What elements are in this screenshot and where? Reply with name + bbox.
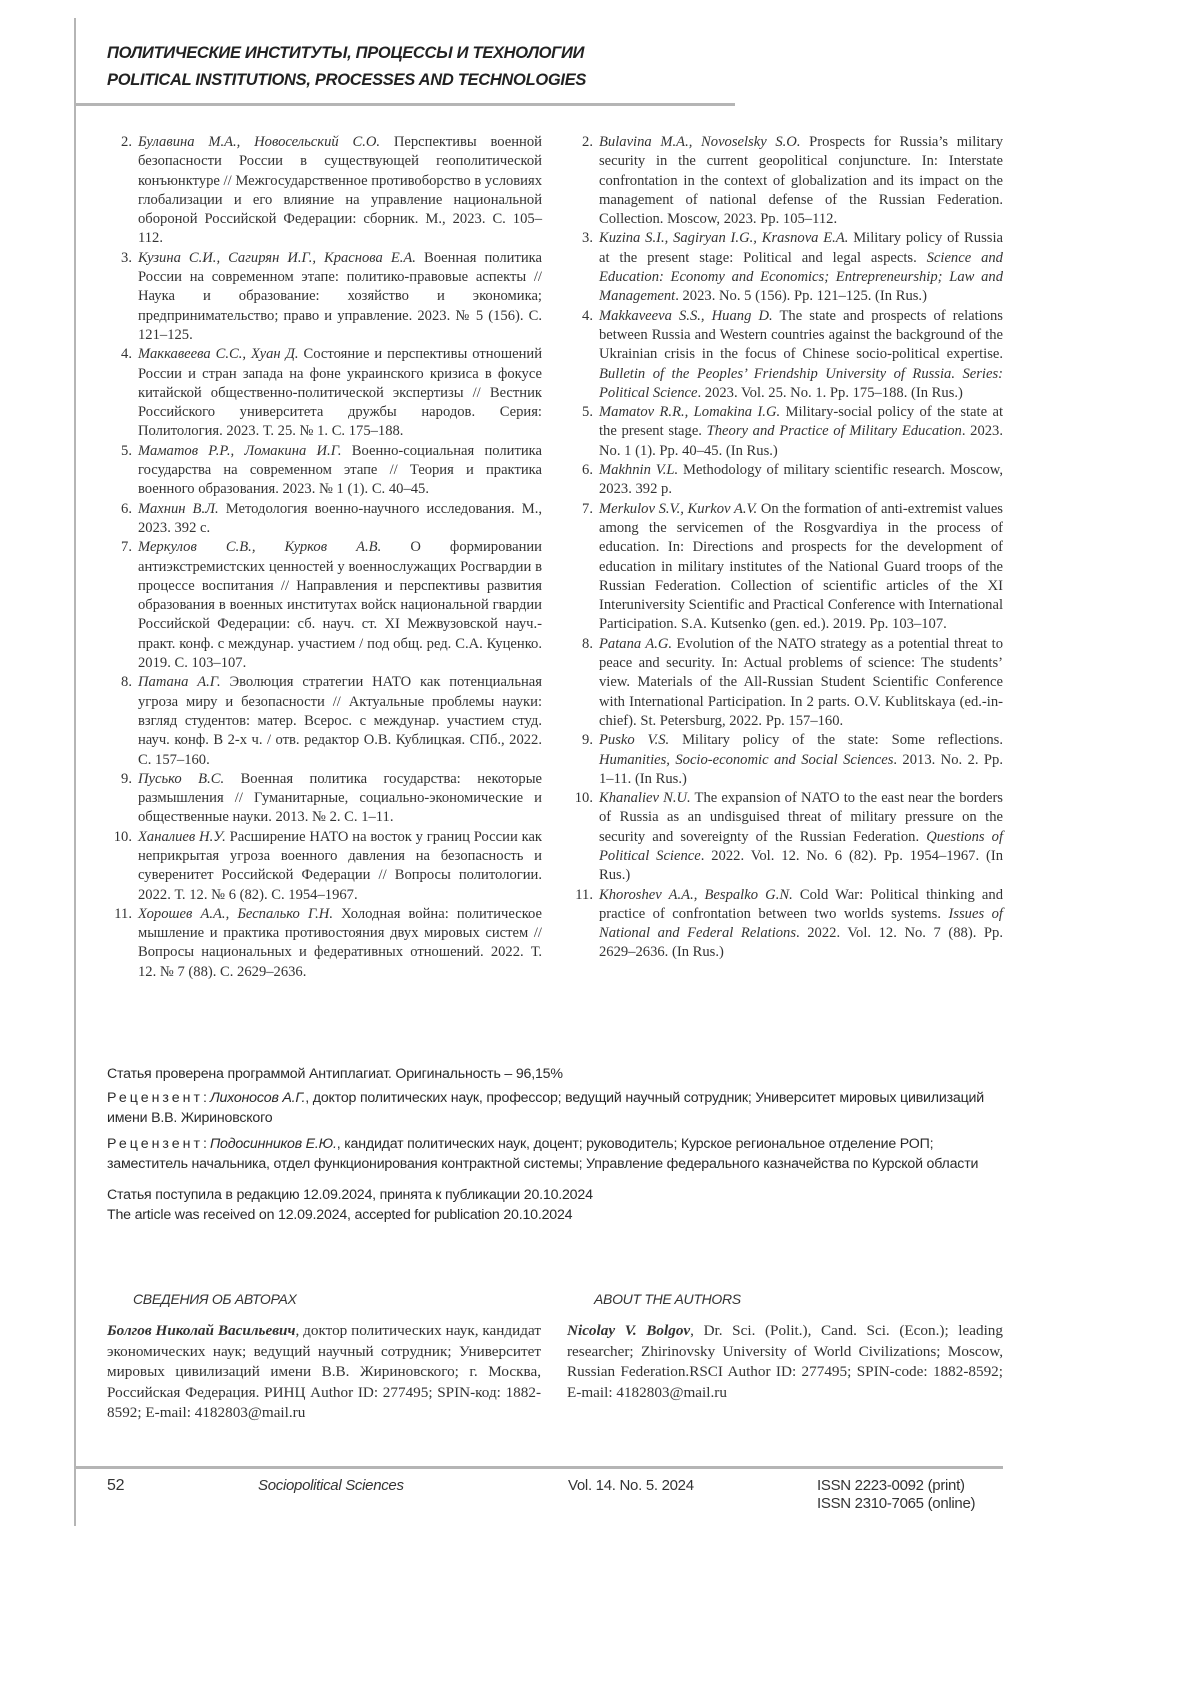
reference-text: Military policy of Russia at the present stage: Political and legal aspects. (599, 230, 1003, 265)
reference-text: Evolution of the NATO strategy as a potential threat to peace and security. In: Actual problems of science: The students’ view. Materials of the All-Russian Student Scientific Conference with International Participation. In 2 parts. O.V. Kublitskaya (ed.-in-chief). St. Petersburg, 2022. Pp. 157–160. (599, 636, 1003, 729)
reviewer-label: Рецензент: (107, 1136, 210, 1152)
author-details: , Dr. Sci. (Polit.), Cand. Sci. (Econ.); leading researcher; Zhirinovsky University of World Civilizations; Moscow, Russian Federation.RSCI Author ID: 277495; SPIN-code: 1882-8592; E-mail: 4182803@mail.ru (567, 1322, 1003, 1401)
footer-rule (74, 1466, 1003, 1469)
received-date-en: The article was received on 12.09.2024, accepted for publication 20.10.2024 (107, 1205, 997, 1225)
reference-italic-text: Theory and Practice of Military Education (707, 423, 962, 439)
reference-item (112, 770, 542, 828)
reference-text: Cold War: Political thinking and practice of confrontation between two worlds systems. (599, 887, 1003, 922)
reference-item (112, 538, 542, 673)
reference-number: 7. (565, 500, 593, 519)
reference-text: The expansion of NATO to the east near the borders of Russia as an undisguised threat of military pressure on the security and sovereignty of the Russian Federation. (599, 790, 1003, 845)
reference-number: 6. (565, 461, 593, 480)
issue-info: Vol. 14. No. 5. 2024 (568, 1477, 694, 1495)
reference-item (573, 229, 1003, 306)
reference-item (573, 789, 1003, 885)
reference-item (112, 442, 542, 500)
reference-number: 10. (565, 789, 593, 808)
reference-text: . 2022. Vol. 12. No. 6 (82). Pp. 1954–1967. (In Rus.) (599, 848, 1003, 883)
reference-text: . 2023. Vol. 25. No. 1. Pp. 175–188. (In Rus.) (697, 385, 962, 401)
reference-italic-text: Khanaliev N.U. (599, 790, 691, 806)
reference-text: . 2022. Vol. 12. No. 7 (88). Pp. 2629–2636. (In Rus.) (599, 925, 1003, 960)
reference-text: . 2023. No. 1 (1). Pp. 40–45. (In Rus.) (599, 423, 1003, 458)
reference-number: 2. (104, 133, 132, 152)
reference-number: 4. (104, 345, 132, 364)
authors-heading-ru: СВЕДЕНИЯ ОБ АВТОРАХ (133, 1291, 297, 1307)
reference-number: 10. (104, 828, 132, 847)
reference-number: 2. (565, 133, 593, 152)
reference-number: 3. (104, 249, 132, 268)
reference-italic-text: Маматов Р.Р., Ломакина И.Г. (138, 443, 342, 459)
reference-number: 3. (565, 229, 593, 248)
reference-item (112, 905, 542, 982)
reference-number: 9. (104, 770, 132, 789)
reference-text: The state and prospects of relations between Russia and Western countries against the background of the Ukrainian crisis in the focus of Chinese socio-political expertise. (599, 308, 1003, 363)
reference-number: 11. (104, 905, 132, 924)
reference-text: Холодная война: политическое мышление и практика противостояния двух мировых систем // Вопросы национальных и федеративных отношений. 2022. Т. 12. № 7 (88). С. 2629–2636. (138, 906, 542, 980)
reference-italic-text: Patana A.G. (599, 636, 672, 652)
reference-italic-text: Кузина С.И., Сагирян И.Г., Краснова Е.А. (138, 250, 416, 266)
reviewer-name: Лихоносов А.Г. (210, 1090, 305, 1106)
reference-italic-text: Bulletin of the Peoples’ Friendship University of Russia. Series: Political Science (599, 366, 1003, 401)
author-name: Болгов Николай Васильевич (107, 1322, 295, 1339)
reviewer-name: Подосинников Е.Ю. (210, 1136, 337, 1152)
reference-italic-text: Science and Education: Economy and Economics; Entrepreneurship; Law and Management (599, 250, 1003, 305)
reference-text: Состояние и перспективы отношений России и стран запада на фоне украинского кризиса в фокусе китайской общественно-политической экспертизы // Вестник Российского университета дружбы народов. Серия: Политология. 2023. Т. 25. № 1. С. 175–188. (138, 346, 542, 439)
author-info-ru (107, 1321, 541, 1424)
reference-italic-text: Ханалиев Н.У. (138, 829, 226, 845)
authors-heading-en: ABOUT THE AUTHORS (594, 1291, 741, 1307)
reference-text: . 2023. No. 5 (156). Pp. 121–125. (In Rus.) (675, 288, 927, 304)
page-number: 52 (107, 1477, 124, 1495)
reference-text: Military-social policy of the state at the present stage. (599, 404, 1003, 439)
reference-item (573, 461, 1003, 500)
reference-italic-text: Issues of National and Federal Relations (599, 906, 1003, 941)
reference-item (573, 500, 1003, 635)
reference-number: 4. (565, 307, 593, 326)
reference-italic-text: Махнин В.Л. (138, 501, 219, 517)
running-header-en: POLITICAL INSTITUTIONS, PROCESSES AND TECHNOLOGIES (107, 71, 586, 90)
reference-italic-text: Хорошев А.А., Беспалько Г.Н. (138, 906, 333, 922)
reference-text: Расширение НАТО на восток у границ России как неприкрытая угроза военного давления на безопасность и суверенитет Российской Федерации // Вопросы политологии. 2022. Т. 12. № 6 (82). С. 1954–1967. (138, 829, 542, 903)
reference-italic-text: Пусько В.С. (138, 771, 224, 787)
reference-number: 7. (104, 538, 132, 557)
article-notes (107, 1064, 997, 1225)
author-details: , доктор политических наук, кандидат экономических наук; ведущий научный сотрудник; Университет мировых цивилизаций имени В.В. Жириновского; г. Москва, Российская Федерация. РИНЦ Author ID: 277495; SPIN-код: 1882-8592; E-mail: 4182803@mail.ru (107, 1322, 541, 1421)
reference-item (112, 345, 542, 441)
author-info-en (567, 1321, 1003, 1403)
reference-item (112, 500, 542, 539)
reference-number: 8. (104, 673, 132, 692)
reference-item (112, 249, 542, 345)
reference-text: . 2013. No. 2. Pp. 1–11. (In Rus.) (599, 752, 1003, 787)
reviewer-details: , доктор политических наук, профессор; ведущий научный сотрудник; Университет мировых цивилизаций имени В.В. Жириновского (107, 1090, 984, 1126)
reference-number: 11. (565, 886, 593, 905)
reference-text: Методология военно-научного исследования. М., 2023. 392 с. (138, 501, 542, 536)
reference-italic-text: Меркулов С.В., Курков А.В. (138, 539, 381, 555)
reference-italic-text: Merkulov S.V., Kurkov A.V. (599, 501, 757, 517)
reference-italic-text: Патана А.Г. (138, 674, 221, 690)
reference-number: 8. (565, 635, 593, 654)
reference-text: О формировании антиэкстремистских ценностей у военнослужащих Росгвардии в процессе воспитания // Направления и перспективы развития образования в военных институтах войск национальной гвардии Российской Федерации: сб. науч. ст. XI Межвузовской науч.-практ. конф. с междунар. участием / под общ. ред. С.А. Куценко. 2019. С. 103–107. (138, 539, 542, 671)
reviewer-1 (107, 1088, 997, 1128)
reference-item (112, 673, 542, 769)
running-header-ru: ПОЛИТИЧЕСКИЕ ИНСТИТУТЫ, ПРОЦЕССЫ И ТЕХНОЛОГИИ (107, 44, 584, 63)
reference-italic-text: Makhnin V.L. (599, 462, 678, 478)
reference-text: On the formation of anti-extremist values among the servicemen of the Rosgvardiya in the process of education. In: Directions and prospects for the development of education in military institutes of the National Guard troops of the Russian Federation. Collection of scientific articles of the XI Interuniversity Scientific and Practical Conference with International Participation. S.A. Kutsenko (gen. ed.). 2019. Pp. 103–107. (599, 501, 1003, 633)
reference-text: Перспективы военной безопасности России в существующей геополитической конъюнктуре // Межгосударственное противоборство в условиях глобализации и его влияние на управление национальной обороной Российской Федерации: сборник. М., 2023. С. 105–112. (138, 134, 542, 246)
reviewer-label: Рецензент: (107, 1090, 210, 1106)
margin-vertical-rule (74, 18, 76, 1526)
issn-print: ISSN 2223-0092 (print) (817, 1477, 975, 1495)
reference-item (573, 403, 1003, 461)
reference-text: Военная политика России на современном этапе: политико-правовые аспекты // Наука и образование: хозяйство и экономика; предпринимательство; право и управление. 2023. № 5 (156). С. 121–125. (138, 250, 542, 343)
reference-italic-text: Questions of Political Science (599, 829, 1003, 864)
journal-name: Sociopolitical Sciences (258, 1477, 404, 1495)
reference-item (573, 635, 1003, 731)
reference-item (573, 731, 1003, 789)
reference-italic-text: Булавина М.А., Новосельский С.О. (138, 134, 380, 150)
reference-item (112, 133, 542, 249)
reference-number: 5. (104, 442, 132, 461)
references-en (573, 133, 1003, 963)
reference-text: Эволюция стратегии НАТО как потенциальная угроза миру и безопасности // Актуальные проблемы науки: взгляд студентов: матер. Всерос. с междунар. участием студ. науч. конф. В 2-х ч. / отв. редактор О.В. Кублицкая. СПб., 2022. С. 157–160. (138, 674, 542, 767)
reference-number: 6. (104, 500, 132, 519)
received-date-ru: Статья поступила в редакцию 12.09.2024, принята к публикации 20.10.2024 (107, 1185, 997, 1205)
reference-item (573, 133, 1003, 229)
reference-item (573, 307, 1003, 403)
antiplagiat-note: Статья проверена программой Антиплагиат. Оригинальность – 96,15% (107, 1064, 997, 1084)
reference-text: Военная политика государства: некоторые размышления // Гуманитарные, социально-экономические и общественные науки. 2013. № 2. С. 1–11. (138, 771, 542, 826)
reference-italic-text: Khoroshev A.A., Bespalko G.N. (599, 887, 793, 903)
reference-item (112, 828, 542, 905)
reference-italic-text: Pusko V.S. (599, 732, 669, 748)
author-name: Nicolay V. Bolgov (567, 1322, 690, 1339)
issn-block (817, 1477, 975, 1513)
reference-italic-text: Humanities, Socio-economic and Social Sciences (599, 752, 893, 768)
reference-number: 9. (565, 731, 593, 750)
references-ru (112, 133, 542, 982)
reference-italic-text: Mamatov R.R., Lomakina I.G. (599, 404, 780, 420)
header-rule (74, 103, 735, 106)
reference-item (573, 886, 1003, 963)
issn-online: ISSN 2310-7065 (online) (817, 1495, 975, 1513)
reference-number: 5. (565, 403, 593, 422)
reference-italic-text: Bulavina M.A., Novoselsky S.O. (599, 134, 801, 150)
reference-text: Military policy of the state: Some reflections. (669, 732, 1003, 748)
reference-text: Methodology of military scientific research. Moscow, 2023. 392 p. (599, 462, 1003, 497)
reviewer-details: , кандидат политических наук, доцент; руководитель; Курское региональное отделение РОП; заместитель начальника, отдел функционирования контрактной системы; Управление федерального казначейства по Курской области (107, 1136, 978, 1172)
reference-italic-text: Маккавеева С.С., Хуан Д. (138, 346, 299, 362)
reference-text: Prospects for Russia’s military security in the current geopolitical conjuncture. In: Interstate confrontation in the context of globalization and its impact on the management of national defense of the Russian Federation. Collection. Moscow, 2023. Pp. 105–112. (599, 134, 1003, 227)
reference-italic-text: Kuzina S.I., Sagiryan I.G., Krasnova E.A. (599, 230, 848, 246)
reference-text: Военно-социальная политика государства на современном этапе // Теория и практика военного образования. 2023. № 1 (1). С. 40–45. (138, 443, 542, 498)
reference-italic-text: Makkaveeva S.S., Huang D. (599, 308, 773, 324)
reviewer-2 (107, 1134, 997, 1174)
